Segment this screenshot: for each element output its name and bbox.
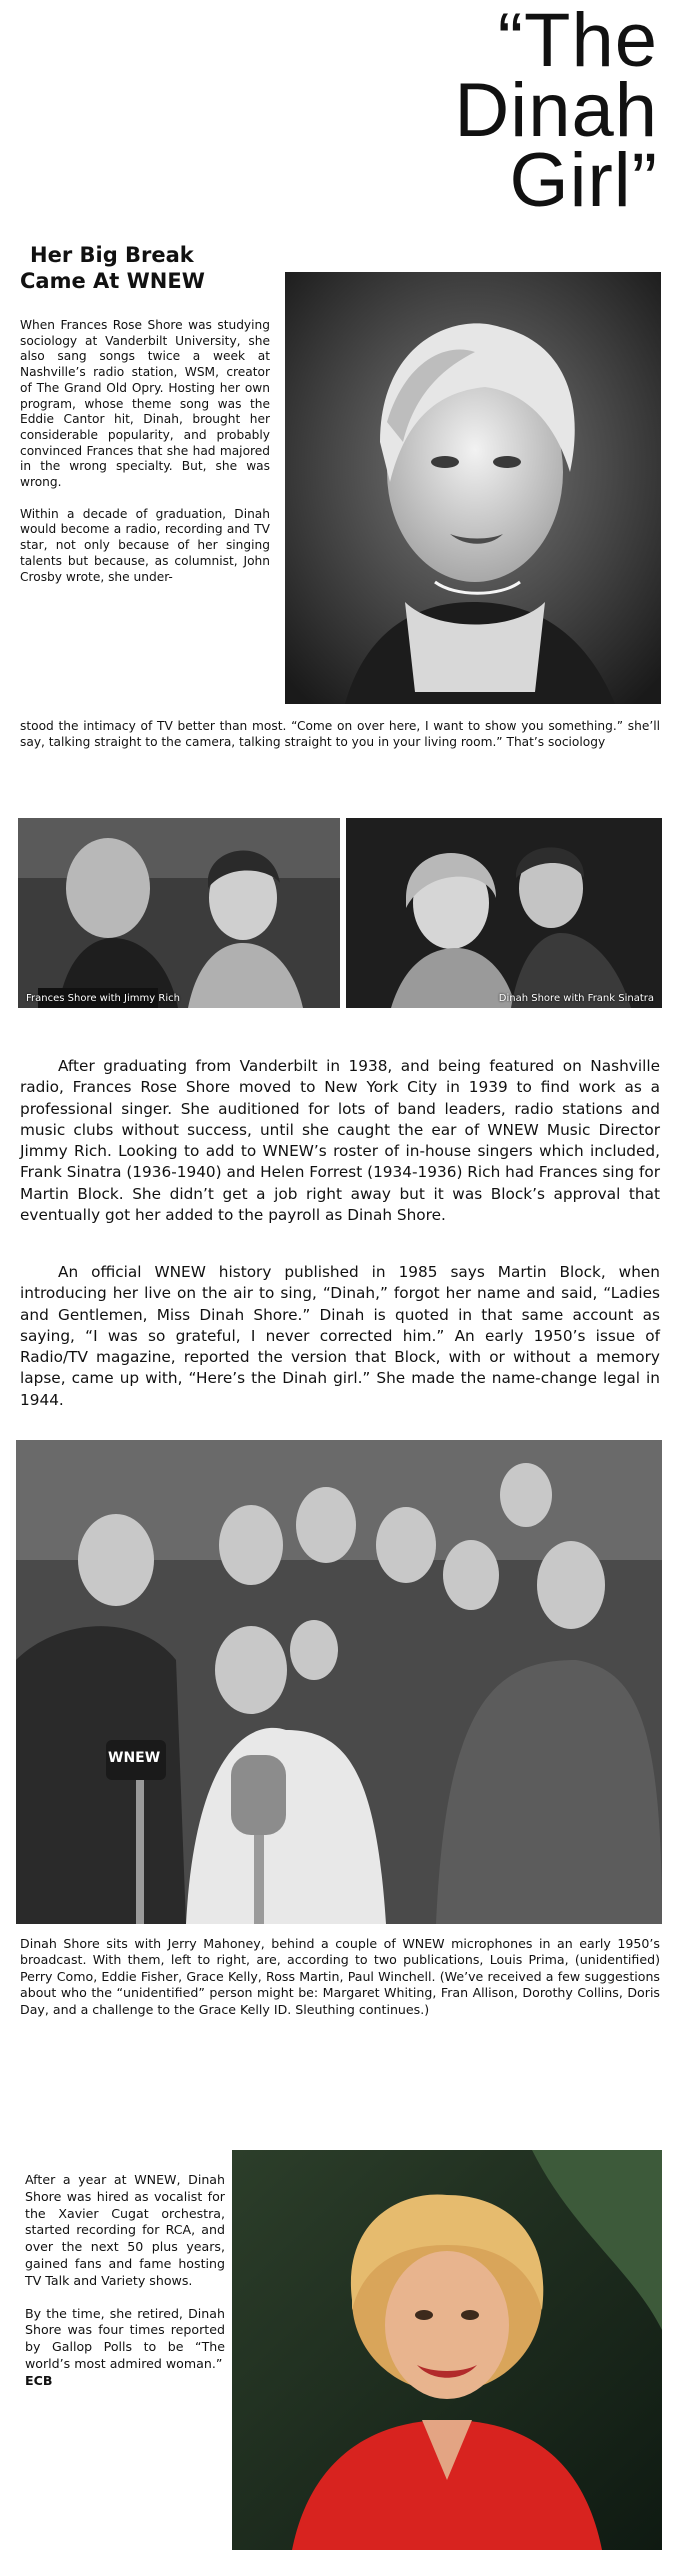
photo-caption-frank-sinatra: Dinah Shore with Frank Sinatra <box>498 993 654 1004</box>
intro-paragraph-1: When Frances Rose Shore was studying sociology at Vanderbilt University, she also sang songs twice a week at Nashville’s radio station, WSM, creator of The Grand Old Opry. Hosting her own program, whose theme song was the Eddie Cantor hit, Dinah, brought her considerable popularity, and probably convinced Frances that she had majored in the wrong specialty. But, she was wrong. <box>20 318 270 490</box>
headline-line-2: Came At WNEW <box>20 269 205 293</box>
photo-frank-sinatra <box>346 818 662 1008</box>
photo-caption-jimmy-rich: Frances Shore with Jimmy Rich <box>26 993 180 1004</box>
frank-sinatra-illustration <box>346 818 662 1008</box>
portrait-illustration <box>285 272 661 704</box>
intro-paragraph-2-part-2: stood the intimacy of TV better than most. “Come on over here, I want to show you something.” she’ll say, talking straight to the camera, talking straight to you in your living room.” That’s sociology <box>20 719 660 749</box>
title-line-1: “The <box>497 0 658 83</box>
group-photo <box>16 1440 662 1924</box>
jimmy-rich-illustration <box>18 818 340 1008</box>
intro-continuation <box>20 719 660 750</box>
closing-paragraph-1: After a year at WNEW, Dinah Shore was hired as vocalist for the Xavier Cugat orchestra, started recording for RCA, and over the next 50 plus years, gained fans and fame hosting TV Talk and Variety shows. <box>25 2172 225 2288</box>
title-line-3: Girl” <box>509 138 658 223</box>
photo-jimmy-rich <box>18 818 340 1008</box>
headline-line-1: Her Big Break <box>30 243 194 267</box>
closing-paragraph-2: By the time, she retired, Dinah Shore was four times reported by Gallop Polls to be “The world’s most admired woman.” <box>25 2305 225 2371</box>
modern-photo <box>232 2150 662 2550</box>
group-photo-illustration <box>16 1440 662 1924</box>
modern-photo-illustration <box>232 2150 662 2550</box>
group-photo-caption: Dinah Shore sits with Jerry Mahoney, behind a couple of WNEW microphones in an early 1950’s broadcast. With them, left to right, are, according to two publications, Louis Prima, (unidentified) Perry Como, Eddie Fisher, Grace Kelly, Ross Martin, Paul Winchell. (We’ve received a few suggestions about who the “unidentified” person might be: Margaret Whiting, Fran Allison, Dorothy Collins, Doris Day, and a challenge to the Grace Kelly ID. Sleuthing continues.) <box>20 1936 660 2017</box>
body-paragraph-1: After graduating from Vanderbilt in 1938, and being featured on Nashville radio, Frances Rose Shore moved to New York City in 1939 to find work as a professional singer. She auditioned for lots of band leaders, radio stations and music clubs without success, until she caught the ear of WNEW Music Director Jimmy Rich. Looking to add to WNEW’s roster of in-house singers which included, Frank Sinatra (1936-1940) and Helen Forrest (1934-1936) Rich had Frances sing for Martin Block. She didn’t get a job right away but it was Block’s approval that eventually got her added to the payroll as Dinah Shore. <box>20 1057 660 1225</box>
wnew-microphone-sign: WNEW <box>108 1750 161 1766</box>
body-paragraph-2-block <box>20 1262 660 1411</box>
body-paragraph-2: An official WNEW history published in 1985 says Martin Block, when introducing her live on the air to sing, “Dinah,” forgot her name and said, “Ladies and Gentlemen, Miss Dinah Shore.” Dinah is quoted in that same account as saying, “I was so grateful, I never corrected him.” An early 1950’s issue of Radio/TV magazine, reported the version that Block, with or without a memory lapse, came up with, “Here’s the Dinah girl.” She made the name-change legal in 1944. <box>20 1263 660 1409</box>
page-title <box>358 0 658 223</box>
intro-column <box>20 318 270 585</box>
portrait-photo <box>285 272 661 704</box>
closing-column <box>25 2172 225 2390</box>
author-signature: ECB <box>25 2372 53 2388</box>
title-line-2: Dinah <box>454 68 658 153</box>
body-paragraph-1-block <box>20 1056 660 1226</box>
section-headline <box>20 242 260 294</box>
intro-paragraph-2-part-1: Within a decade of graduation, Dinah would become a radio, recording and TV star, not only because of her singing talents but because, as columnist, John Crosby wrote, she under- <box>20 506 270 584</box>
